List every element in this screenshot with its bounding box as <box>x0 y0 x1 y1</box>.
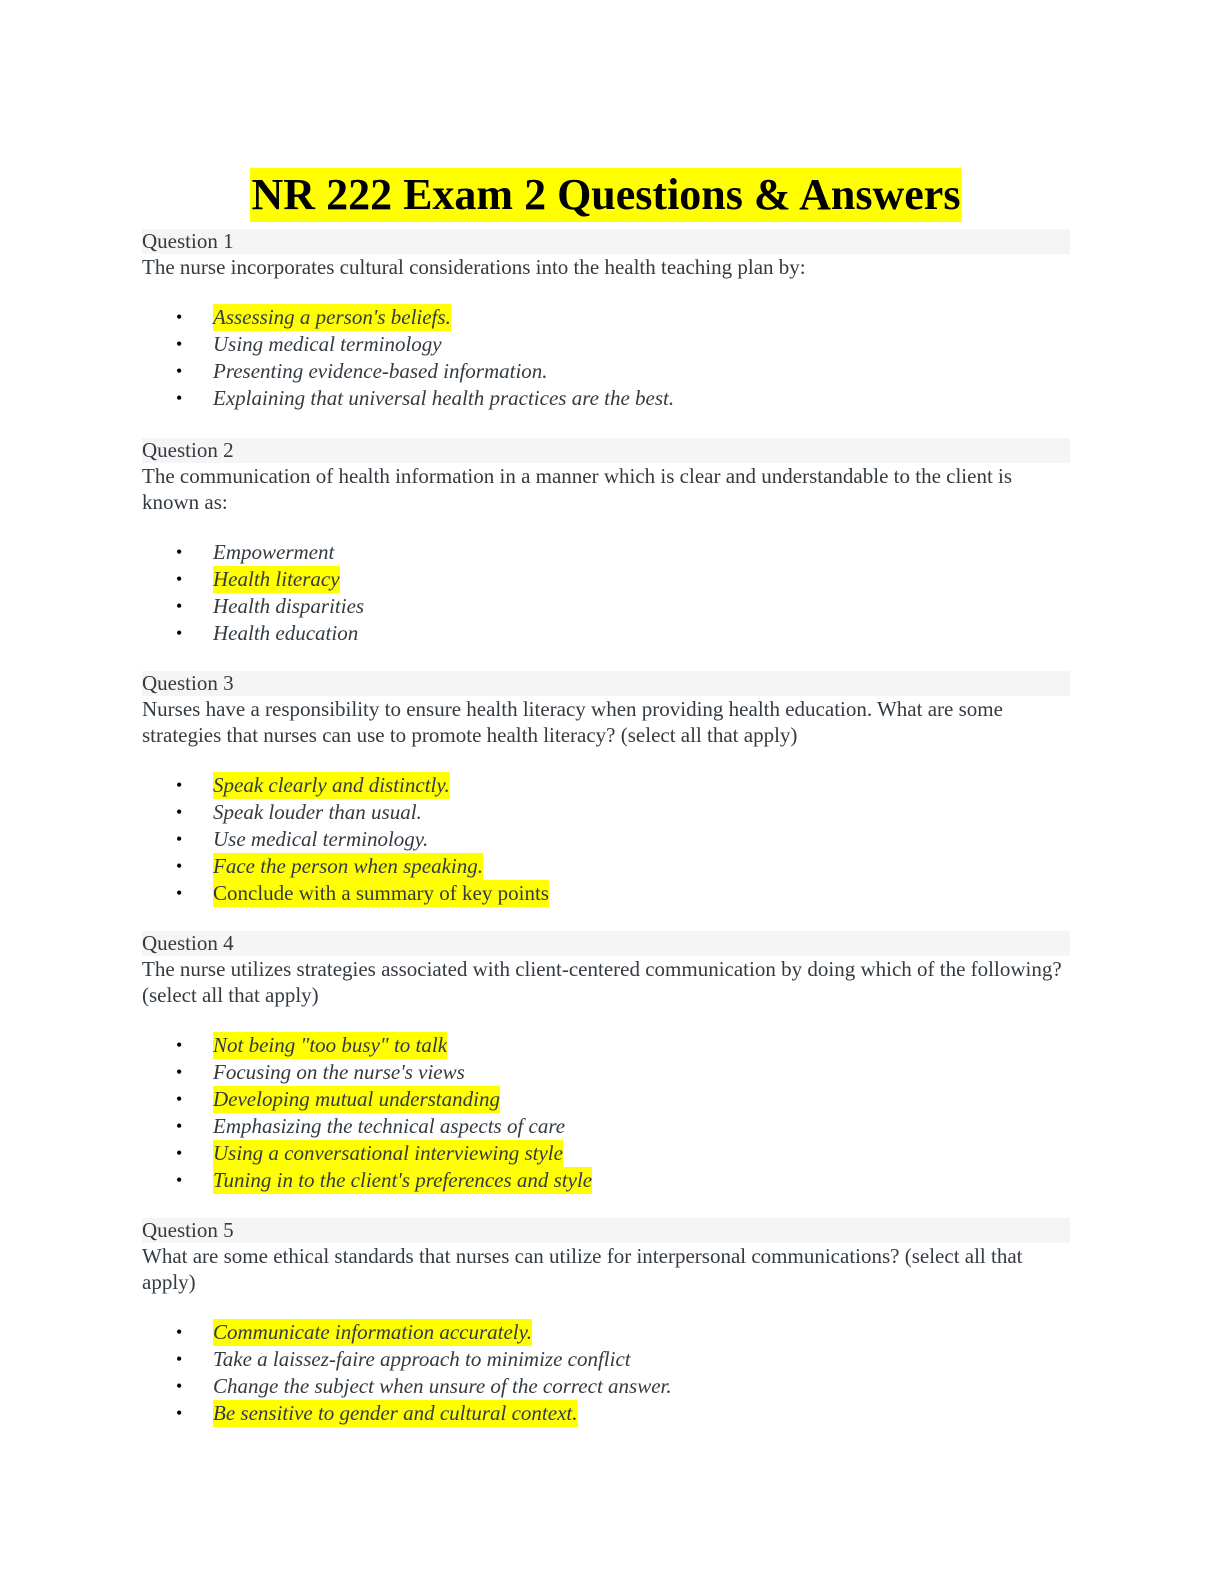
bullet-icon: • <box>176 388 183 408</box>
question-text: The nurse incorporates cultural considerations into the health teaching plan by: <box>142 255 806 279</box>
option-item <box>142 1373 1070 1400</box>
question-block-2 <box>142 438 1070 647</box>
option-text: Speak louder than usual. <box>213 800 422 824</box>
option-item <box>142 772 1070 799</box>
option-text: Focusing on the nurse's views <box>213 1060 465 1084</box>
option-text-correct: Developing mutual understanding <box>213 1087 500 1111</box>
bullet-icon: • <box>176 596 183 616</box>
option-text-correct: Assessing a person's beliefs. <box>213 305 451 329</box>
option-list <box>142 1032 1070 1194</box>
question-block-5 <box>142 1218 1070 1427</box>
option-text: Take a laissez-faire approach to minimize conflict <box>213 1347 631 1371</box>
option-item <box>142 593 1070 620</box>
option-text: Empowerment <box>213 540 335 564</box>
option-list <box>142 539 1070 647</box>
bullet-icon: • <box>176 569 183 589</box>
question-text: What are some ethical standards that nurses can utilize for interpersonal communications? (select all that apply) <box>142 1244 1023 1294</box>
bullet-icon: • <box>176 334 183 354</box>
bullet-icon: • <box>176 1170 183 1190</box>
bullet-icon: • <box>176 1089 183 1109</box>
option-item <box>142 1059 1070 1086</box>
option-item <box>142 1086 1070 1113</box>
option-item <box>142 1167 1070 1194</box>
option-item <box>142 1140 1070 1167</box>
bullet-icon: • <box>176 361 183 381</box>
option-item <box>142 1032 1070 1059</box>
option-item <box>142 853 1070 880</box>
bullet-icon: • <box>176 1376 183 1396</box>
question-label: Question 2 <box>142 438 1070 463</box>
option-text: Using medical terminology <box>213 332 442 356</box>
option-text: Emphasizing the technical aspects of care <box>213 1114 566 1138</box>
question-text: Nurses have a responsibility to ensure health literacy when providing health education. What are some strategies that nurses can use to promote health literacy? (select all that apply) <box>142 697 1003 747</box>
question-text: The communication of health information in a manner which is clear and understandable to the client is known as: <box>142 464 1013 514</box>
option-item <box>142 880 1070 907</box>
question-block-1 <box>142 229 1070 412</box>
bullet-icon: • <box>176 307 183 327</box>
bullet-icon: • <box>176 1143 183 1163</box>
option-item <box>142 385 1070 412</box>
bullet-icon: • <box>176 1403 183 1423</box>
option-text-correct: Conclude with a summary of key points <box>213 881 549 905</box>
option-item <box>142 304 1070 331</box>
bullet-icon: • <box>176 1062 183 1082</box>
question-text: The nurse utilizes strategies associated with client-centered communication by doing which of the following? (select all that apply) <box>142 957 1062 1007</box>
question-label: Question 5 <box>142 1218 1070 1243</box>
bullet-icon: • <box>176 623 183 643</box>
option-item <box>142 331 1070 358</box>
bullet-icon: • <box>176 856 183 876</box>
option-text: Presenting evidence-based information. <box>213 359 548 383</box>
bullet-icon: • <box>176 883 183 903</box>
bullet-icon: • <box>176 775 183 795</box>
option-item <box>142 1319 1070 1346</box>
option-item <box>142 1113 1070 1140</box>
option-text-correct: Not being "too busy" to talk <box>213 1033 448 1057</box>
option-item <box>142 620 1070 647</box>
option-text-correct: Face the person when speaking. <box>213 854 484 878</box>
question-block-3 <box>142 671 1070 907</box>
question-block-4 <box>142 931 1070 1194</box>
option-text: Change the subject when unsure of the correct answer. <box>213 1374 672 1398</box>
bullet-icon: • <box>176 802 183 822</box>
option-item <box>142 358 1070 385</box>
option-item <box>142 799 1070 826</box>
option-item <box>142 566 1070 593</box>
bullet-icon: • <box>176 1349 183 1369</box>
option-item <box>142 826 1070 853</box>
option-text: Health education <box>213 621 359 645</box>
option-list <box>142 772 1070 907</box>
question-label: Question 4 <box>142 931 1070 956</box>
option-text-correct: Health literacy <box>213 567 340 591</box>
bullet-icon: • <box>176 1322 183 1342</box>
option-list <box>142 1319 1070 1427</box>
bullet-icon: • <box>176 1116 183 1136</box>
option-text: Health disparities <box>213 594 365 618</box>
option-item <box>142 1346 1070 1373</box>
option-item <box>142 539 1070 566</box>
bullet-icon: • <box>176 829 183 849</box>
option-text-correct: Using a conversational interviewing style <box>213 1141 563 1165</box>
bullet-icon: • <box>176 1035 183 1055</box>
document-title: NR 222 Exam 2 Questions & Answers <box>250 168 963 222</box>
bullet-icon: • <box>176 542 183 562</box>
title-wrap <box>142 168 1070 222</box>
option-text-correct: Tuning in to the client's preferences and style <box>213 1168 593 1192</box>
option-text: Explaining that universal health practices are the best. <box>213 386 675 410</box>
option-list <box>142 304 1070 412</box>
question-label: Question 3 <box>142 671 1070 696</box>
option-text-correct: Speak clearly and distinctly. <box>213 773 450 797</box>
question-label: Question 1 <box>142 229 1070 254</box>
option-text-correct: Communicate information accurately. <box>213 1320 533 1344</box>
option-text: Use medical terminology. <box>213 827 429 851</box>
option-text-correct: Be sensitive to gender and cultural context. <box>213 1401 578 1425</box>
option-item <box>142 1400 1070 1427</box>
